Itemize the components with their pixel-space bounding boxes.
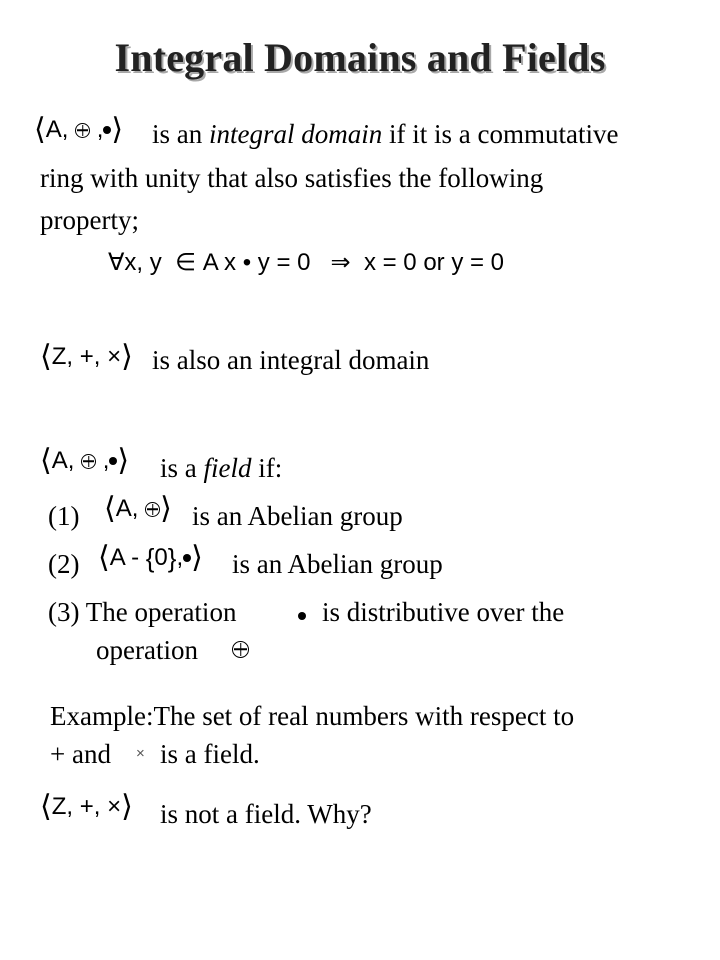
example-line2-post: is a field. xyxy=(160,739,260,769)
integral-domain-line2: ring with unity that also satisfies the following xyxy=(40,163,544,193)
dot-operator xyxy=(298,607,306,625)
integral-domain-line3: property; xyxy=(40,205,139,235)
condition-1-text: is an Abelian group xyxy=(192,501,403,531)
integral-domain-condition: ∀x, y ∈ A x • y = 0 ⇒ x = 0 or y = 0 xyxy=(108,249,505,276)
integral-domain-line1: is an integral domain if it is a commutative xyxy=(152,119,619,149)
oplus-symbol xyxy=(232,640,249,658)
times-symbol: × xyxy=(136,745,145,762)
field-term: field xyxy=(203,453,252,483)
condition-3-text-post: is distributive over the xyxy=(322,597,565,627)
condition-3-line1: (3) The operation xyxy=(48,597,237,627)
oplus-symbol xyxy=(145,502,160,517)
right-angle-bracket: ⟩ xyxy=(111,112,124,147)
oplus-symbol xyxy=(81,454,96,469)
condition-1-label: (1) xyxy=(48,501,80,531)
dot-operator xyxy=(183,554,191,562)
z-integral-domain-text: is also an integral domain xyxy=(152,345,430,375)
example-line1: Example:The set of real numbers with respect to xyxy=(50,701,575,731)
field-definition-line: is a field if: xyxy=(160,453,283,483)
oplus-symbol xyxy=(75,123,90,138)
condition-3-line2: operation xyxy=(96,635,198,665)
tuple-z-plus-times-question: ⟨ Z, +, × ⟩ xyxy=(40,789,133,824)
tuple-a-oplus: ⟨ A, ⟩ xyxy=(104,491,172,526)
question-text: is not a field. Why? xyxy=(160,799,372,829)
condition-2-label: (2) xyxy=(48,549,80,579)
tuple-a-oplus-dot-field: ⟨ A, , ⟩ xyxy=(40,443,130,478)
page-title: Integral Domains and Fields xyxy=(114,35,606,80)
tuple-a-minus-zero-dot: ⟨ A - { 0 } , ⟩ xyxy=(98,540,203,575)
integral-domain-term: integral domain xyxy=(209,119,383,149)
condition-2-text: is an Abelian group xyxy=(232,549,443,579)
example-line2-pre: + and xyxy=(50,739,111,769)
tuple-a-oplus-dot: ⟨ A, , ⟩ xyxy=(34,112,124,147)
dot-operator xyxy=(109,457,117,465)
left-angle-bracket: ⟨ xyxy=(34,112,46,147)
tuple-z-plus-times: ⟨ Z, +, × ⟩ xyxy=(40,339,133,374)
dot-operator xyxy=(103,126,111,134)
